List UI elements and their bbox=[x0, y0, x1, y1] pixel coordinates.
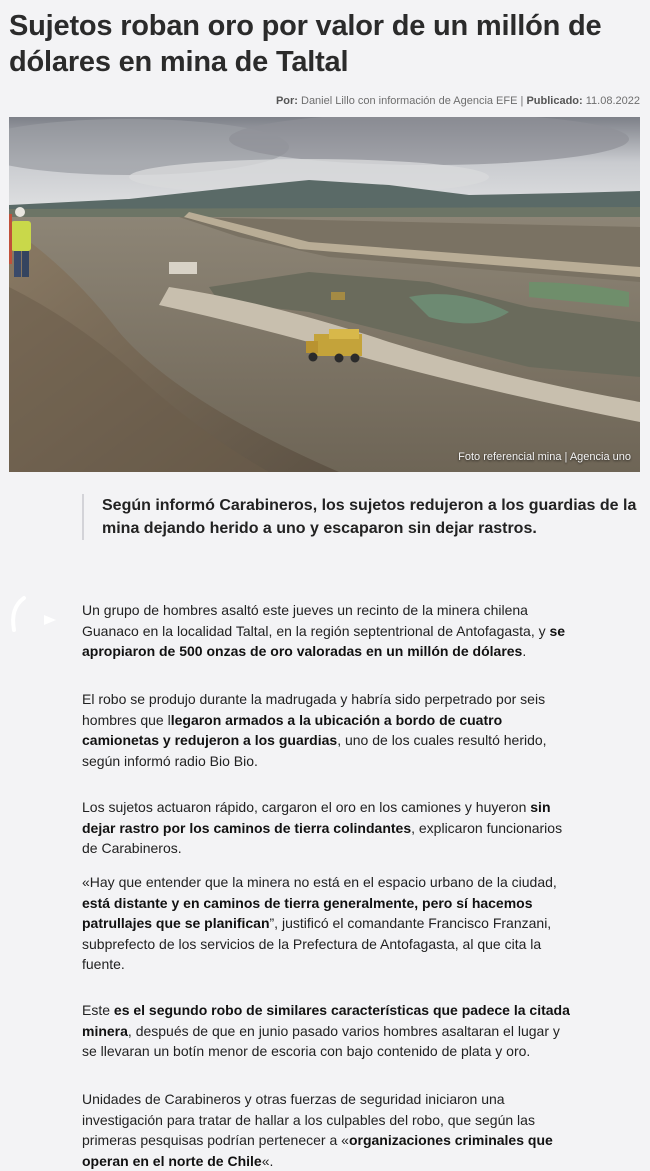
article-title: Sujetos roban oro por valor de un millón de dólares en mina de Taltal bbox=[9, 10, 602, 78]
decorative-swoosh-icon bbox=[4, 590, 64, 640]
byline-separator: | bbox=[520, 95, 524, 107]
article-lead bbox=[82, 494, 642, 540]
byline bbox=[276, 95, 640, 107]
body-paragraph: «Hay que entender que la minera no está en el espacio urbano de la ciudad, está distante y en caminos de tierra generalmente, pero sí hacemos patrullajes que se planifican”, justificó el comandante Francisco Franzani, subprefecto de los servicios de la Prefectura de Antofagasta, al que cita la fuente. bbox=[82, 874, 557, 972]
image-caption: Foto referencial mina | Agencia uno bbox=[458, 451, 631, 463]
body-paragraph: Un grupo de hombres asaltó este jueves un recinto de la minera chilena Guanaco en la localidad Taltal, en la región septentrional de Antofagasta, y se apropiaron de 500 onzas de oro valoradas en un millón de dólares. bbox=[82, 602, 566, 659]
author-label: Por: bbox=[275, 95, 298, 107]
author-name[interactable]: Daniel Lillo con información de Agencia EFE bbox=[301, 95, 518, 107]
mine-photo bbox=[9, 117, 640, 472]
lead-text: Según informó Carabineros, los sujetos redujeron a los guardias de la mina dejando herido a uno y escaparon sin dejar rastros. bbox=[102, 497, 637, 537]
body-paragraph: Este es el segundo robo de similares características que padece la citada minera, después de que en junio pasado varios hombres asaltaran el lugar y se llevaran un botín menor de escoria con bajo contenido de plata y oro. bbox=[82, 1002, 570, 1059]
article-hero-image bbox=[9, 117, 640, 472]
body-paragraph: El robo se produjo durante la madrugada y habría sido perpetrado por seis hombres que llegaron armados a la ubicación a bordo de cuatro camionetas y redujeron a los guardias, uno de los cuales resultó herido, según informó radio Bio Bio. bbox=[82, 691, 547, 769]
published-label: Publicado: bbox=[526, 95, 583, 107]
publish-date: 11.08.2022 bbox=[585, 95, 640, 107]
body-paragraph: Los sujetos actuaron rápido, cargaron el oro en los camiones y huyeron sin dejar rastro por los caminos de tierra colindantes, explicaron funcionarios de Carabineros. bbox=[82, 799, 563, 856]
body-paragraph: Unidades de Carabineros y otras fuerzas de seguridad iniciaron una investigación para tratar de hallar a los culpables del robo, que según las primeras pesquisas podrían pertenecer a «organizaciones criminales que operan en el norte de Chile«. bbox=[82, 1091, 553, 1169]
